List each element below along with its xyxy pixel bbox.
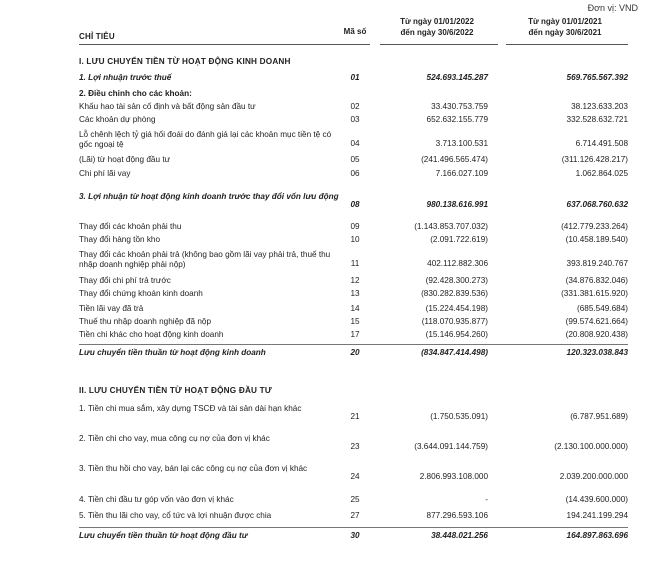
- row-value-2022: 524.693.145.287: [426, 73, 488, 82]
- row-label: Thay đổi chi phí trả trước: [79, 276, 171, 285]
- table-header: [0, 16, 660, 44]
- row-value-2022: (92.428.300.273): [425, 276, 488, 285]
- row-code: 05: [350, 155, 360, 164]
- header-label: CHỈ TIÊU: [79, 32, 115, 41]
- row-value-2022: (15.224.454.198): [425, 304, 488, 313]
- row-label: Thuế thu nhập doanh nghiệp đã nộp: [79, 317, 212, 326]
- row-label: Thay đổi các khoản phải trả (không bao gồm lãi vay phải trả, thuế thu nhập doanh nghiệp phải nộp): [79, 250, 331, 269]
- row-value-2022: (3.644.091.144.759): [414, 442, 488, 451]
- header-period-2021-from: Từ ngày 01/01/2021: [528, 17, 602, 26]
- row-label: 4. Tiền chi đầu tư góp vốn vào đơn vị khác: [79, 495, 234, 504]
- header-period-2022-from: Từ ngày 01/01/2022: [400, 17, 474, 26]
- row-value-2022: 7.166.027.109: [435, 169, 488, 178]
- row-value-2021: 120.323.038.843: [566, 348, 628, 357]
- total-rule: [79, 527, 628, 528]
- row-code: 14: [350, 304, 360, 313]
- row-value-2021: 38.123.633.203: [571, 102, 628, 111]
- row-value-2021: 569.765.567.392: [566, 73, 628, 82]
- row-value-2022: 2.806.993.108.000: [419, 472, 488, 481]
- row-value-2022: (2.091.722.619): [430, 235, 488, 244]
- row-code: 01: [350, 73, 360, 82]
- row-label: (Lãi) từ hoạt động đầu tư: [79, 155, 171, 164]
- row-label: 1. Tiền chi mua sắm, xây dựng TSCĐ và tài sản dài hạn khác: [79, 404, 302, 413]
- row-value-2022: -: [485, 495, 488, 504]
- row-value-2022: (834.847.414.498): [421, 348, 488, 357]
- header-period-2022-to: đến ngày 30/6/2022: [400, 28, 474, 37]
- row-value-2021: (10.458.189.540): [565, 235, 628, 244]
- row-value-2022: (118.070.935.877): [421, 317, 488, 326]
- row-label: Lưu chuyển tiền thuần từ hoạt động kinh doanh: [79, 348, 266, 357]
- row-code: 06: [350, 169, 360, 178]
- row-label: Lưu chuyển tiền thuần từ hoạt động đầu tư: [79, 531, 248, 540]
- row-value-2022: (15.146.954.260): [425, 330, 488, 339]
- row-code: 21: [350, 412, 360, 421]
- row-value-2022: 33.430.753.759: [431, 102, 488, 111]
- header-period-2022: [376, 16, 498, 38]
- row-label: 2. Điều chỉnh cho các khoản:: [79, 89, 192, 98]
- row-code: 25: [350, 495, 360, 504]
- row-code: 30: [350, 531, 360, 540]
- header-underline: [340, 44, 370, 45]
- row-code: 04: [350, 139, 360, 148]
- row-value-2021: 637.068.760.632: [566, 200, 628, 209]
- header-underline: [79, 44, 341, 45]
- header-underline: [506, 44, 628, 45]
- row-value-2021: 6.714.491.508: [575, 139, 628, 148]
- row-label: Chi phí lãi vay: [79, 169, 131, 178]
- row-value-2021: 164.897.863.696: [566, 531, 628, 540]
- row-label: Khấu hao tài sản cố định và bất động sản đầu tư: [79, 102, 256, 111]
- row-label: 3. Lợi nhuận từ hoạt động kinh doanh trước thay đổi vốn lưu động: [79, 192, 339, 201]
- row-value-2022: 38.448.021.256: [431, 531, 488, 540]
- row-value-2021: (6.787.951.689): [570, 412, 628, 421]
- row-code: 03: [350, 115, 360, 124]
- row-code: 10: [350, 235, 360, 244]
- row-label: Tiền lãi vay đã trả: [79, 304, 144, 313]
- header-period-2021-to: đến ngày 30/6/2021: [528, 28, 602, 37]
- row-value-2021: 2.039.200.000.000: [559, 472, 628, 481]
- row-code: 02: [350, 102, 360, 111]
- row-value-2021: (331.381.615.920): [561, 289, 628, 298]
- row-value-2022: (1.750.535.091): [430, 412, 488, 421]
- header-code: Mã số: [343, 27, 367, 36]
- row-value-2022: 402.112.882.306: [427, 259, 488, 268]
- row-value-2021: (20.808.920.438): [565, 330, 628, 339]
- row-code: 13: [350, 289, 360, 298]
- row-code: 20: [350, 348, 360, 357]
- row-label: I. LƯU CHUYỂN TIỀN TỪ HOẠT ĐỘNG KINH DOANH: [79, 57, 291, 66]
- row-label: 1. Lợi nhuận trước thuế: [79, 73, 172, 82]
- header-underline: [380, 44, 498, 45]
- row-code: 09: [350, 222, 360, 231]
- row-code: 23: [350, 442, 360, 451]
- row-code: 24: [350, 472, 360, 481]
- row-value-2021: 332.528.632.721: [566, 115, 628, 124]
- row-code: 08: [350, 200, 360, 209]
- row-value-2022: 980.138.616.991: [426, 200, 488, 209]
- row-code: 27: [350, 511, 360, 520]
- row-code: 12: [350, 276, 360, 285]
- row-value-2021: 393.819.240.767: [566, 259, 628, 268]
- row-label: II. LƯU CHUYỂN TIỀN TỪ HOẠT ĐỘNG ĐẦU TƯ: [79, 386, 272, 395]
- row-code: 11: [350, 259, 360, 268]
- row-value-2022: (1.143.853.707.032): [414, 222, 488, 231]
- row-value-2021: (311.126.428.217): [561, 155, 628, 164]
- row-code: 17: [350, 330, 360, 339]
- row-label: 2. Tiền chi cho vay, mua công cụ nợ của đơn vị khác: [79, 434, 270, 443]
- row-label: Tiền chi khác cho hoạt động kinh doanh: [79, 330, 224, 339]
- row-label: 5. Tiền thu lãi cho vay, cổ tức và lợi nhuận được chia: [79, 511, 272, 520]
- header-period-2021: [502, 16, 628, 38]
- row-value-2021: (685.549.684): [577, 304, 628, 313]
- row-value-2021: (2.130.100.000.000): [554, 442, 628, 451]
- unit-label: Đơn vị: VND: [587, 3, 638, 13]
- row-code: 15: [350, 317, 360, 326]
- row-label: Các khoản dự phòng: [79, 115, 156, 124]
- row-value-2022: 652.632.155.779: [426, 115, 488, 124]
- row-value-2021: 194.241.199.294: [566, 511, 628, 520]
- row-label: Thay đổi các khoản phải thu: [79, 222, 182, 231]
- row-label: Lỗ chênh lệch tỷ giá hối đoái do đánh giá lại các khoản mục tiền tệ có gốc ngoại tệ: [79, 130, 332, 149]
- row-value-2021: (99.574.621.664): [565, 317, 628, 326]
- row-value-2022: 3.713.100.531: [435, 139, 488, 148]
- row-label: 3. Tiền thu hồi cho vay, bán lại các công cụ nợ của đơn vị khác: [79, 464, 308, 473]
- row-label: Thay đổi chứng khoán kinh doanh: [79, 289, 203, 298]
- row-value-2021: (412.779.233.264): [561, 222, 628, 231]
- row-label: Thay đổi hàng tồn kho: [79, 235, 161, 244]
- row-value-2021: (34.876.832.046): [565, 276, 628, 285]
- total-rule: [79, 344, 628, 345]
- row-value-2022: (241.496.565.474): [421, 155, 488, 164]
- row-value-2021: 1.062.864.025: [575, 169, 628, 178]
- row-value-2021: (14.439.600.000): [565, 495, 628, 504]
- row-value-2022: 877.296.593.106: [426, 511, 488, 520]
- row-value-2022: (830.282.839.536): [421, 289, 488, 298]
